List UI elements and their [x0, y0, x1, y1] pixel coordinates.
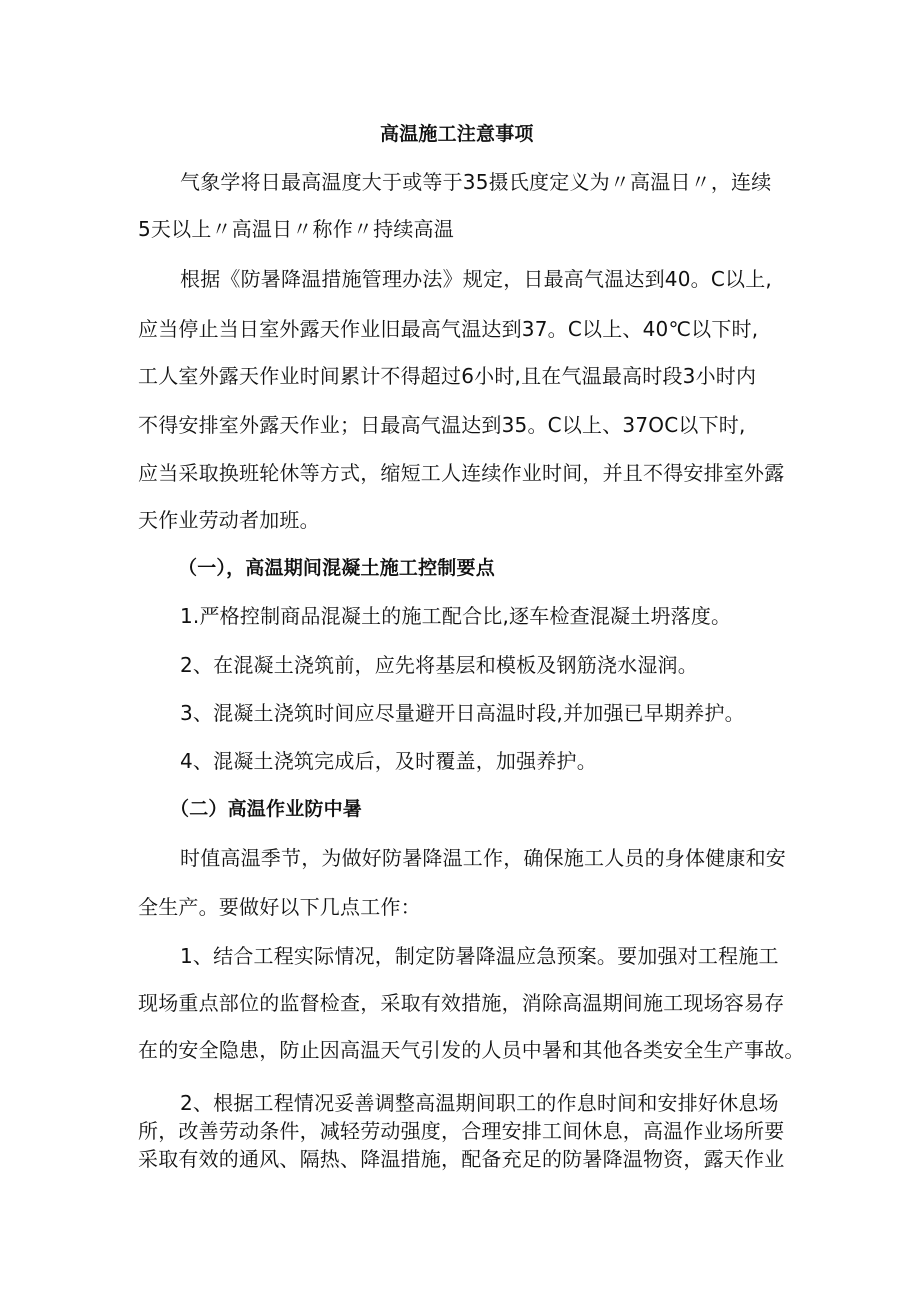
- list-item: 2、在混凝土浇筑前，应先将基层和模板及钢筋浇水湿润。: [180, 653, 698, 677]
- paragraph-line: 应当停止当日室外露天作业旧最高气温达到37。C以上、40℃以下时,: [138, 317, 759, 341]
- paragraph-line: 1、结合工程实际情况，制定防暑降温应急预案。要加强对工程施工: [180, 944, 779, 968]
- paragraph-line: 时值高温季节，为做好防暑降温工作，确保施工人员的身体健康和安: [180, 846, 786, 870]
- paragraph-line: 在的安全隐患，防止因高温天气引发的人员中暑和其他各类安全生产事故。: [138, 1038, 805, 1062]
- paragraph-line: 2、根据工程情况妥善调整高温期间职工的作息时间和安排好休息场: [180, 1091, 779, 1115]
- list-item: 4、混凝土浇筑完成后，及时覆盖，加强养护。: [180, 749, 597, 773]
- paragraph-line: 5天以上〃高温日〃称作〃持续高温: [138, 217, 454, 241]
- paragraph-line: 气象学将日最高温度大于或等于35摄氏度定义为〃高温日〃，连续: [180, 170, 772, 194]
- paragraph-line: 工人室外露天作业时间累计不得超过6小时,且在气温最高时段3小时内: [138, 364, 757, 388]
- section-heading: （二）高温作业防中暑: [170, 798, 363, 820]
- paragraph-line: 采取有效的通风、隔热、降温措施，配备充足的防暑降温物资，露天作业: [138, 1147, 785, 1171]
- list-item: 3、混凝土浇筑时间应尽量避开日高温时段,并加强已早期养护。: [180, 701, 745, 725]
- paragraph-line: 不得安排室外露天作业；日最高气温达到35。C以上、37OC以下时,: [138, 413, 746, 437]
- paragraph-line: 天作业劳动者加班。: [138, 508, 320, 532]
- paragraph-line: 应当采取换班轮休等方式，缩短工人连续作业时间，并且不得安排室外露: [138, 461, 785, 485]
- document-title: 高温施工注意事项: [380, 123, 534, 145]
- section-heading: （一），高温期间混凝土施工控制要点: [178, 557, 495, 579]
- paragraph-line: 全生产。要做好以下几点工作：: [138, 895, 421, 919]
- paragraph-line: 所，改善劳动条件，减轻劳动强度，合理安排工间休息，高温作业场所要: [138, 1119, 785, 1143]
- paragraph-line: 根据《防暑降温措施管理办法》规定，日最高气温达到40。C以上,: [180, 267, 772, 291]
- paragraph-line: 现场重点部位的监督检查，采取有效措施，消除高温期间施工现场容易存: [138, 991, 785, 1015]
- list-item: 1.严格控制商品混凝土的施工配合比,逐车检查混凝土坍落度。: [180, 604, 732, 628]
